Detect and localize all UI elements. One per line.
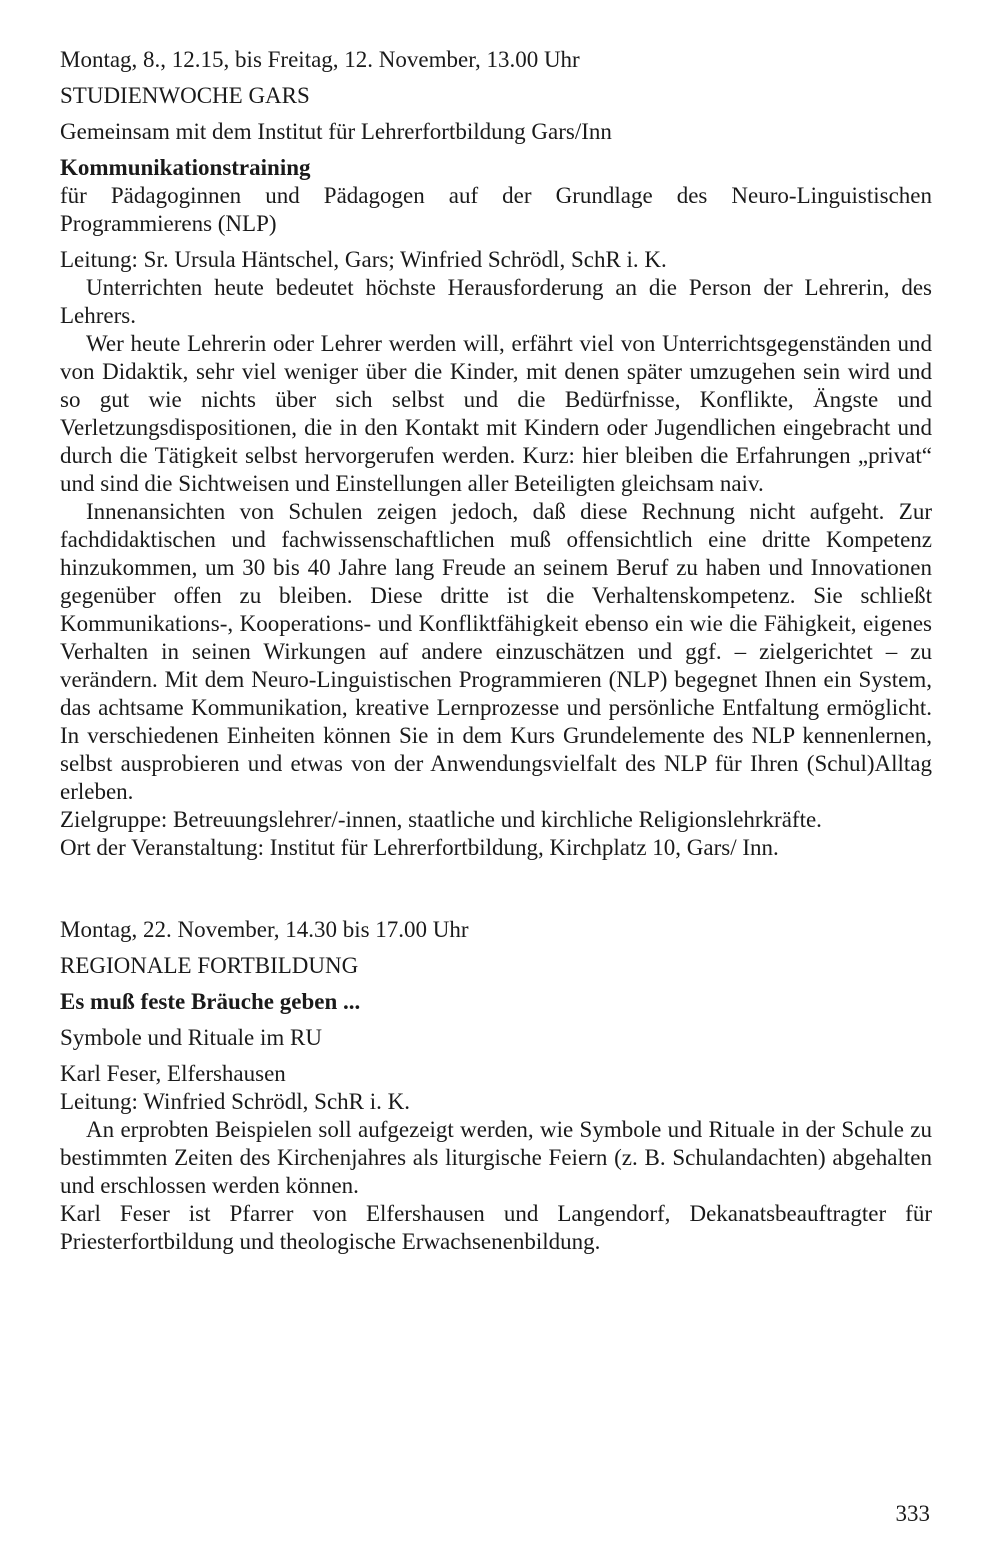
event-partner: Gemeinsam mit dem Institut für Lehrerfortbildung Gars/Inn: [60, 119, 612, 144]
page-number: 333: [895, 1501, 930, 1526]
event-date: Montag, 22. November, 14.30 bis 17.00 Uhr: [60, 917, 469, 942]
event-category: REGIONALE FORTBILDUNG: [60, 953, 359, 978]
event-leitung: Leitung: Winfried Schrödl, SchR i. K.: [60, 1089, 410, 1114]
event-paragraph: Wer heute Lehrerin oder Lehrer werden will, erfährt viel von Unterrichtsgegenständen und von Didaktik, sehr viel weniger über die Kinder, mit denen später umzugehen sein wird und so gut wie nichts über sich selbst und die Bedürfnisse, Konflikte, Ängste und Verletzungsdispositionen, die in den Kontakt mit Kindern oder Jugendlichen eingebracht und durch die Tätigkeit selbst hervorgerufen werden. Kurz: hier bleiben die Erfahrungen „privat“ und sind die Sichtweisen und Einstellungen aller Beteiligten gleichsam naiv.: [60, 331, 932, 496]
event-paragraph: Innenansichten von Schulen zeigen jedoch, daß diese Rechnung nicht aufgeht. Zur fachdidaktischen und fachwissenschaftlichen muß offensichtlich eine dritte Kompetenz hinzukommen, um 30 bis 40 Jahre lang Freude an seinem Beruf zu haben und Innovationen gegenüber offen zu bleiben. Diese dritte ist die Verhaltenskompetenz. Sie schließt Kommunikations-, Kooperations- und Konfliktfähigkeit ebenso ein wie die Fähigkeit, eigenes Verhalten in seinen Wirkungen auf andere einzuschätzen und ggf. – zielgerichtet – zu verändern. Mit dem Neuro-Linguistischen Programmieren (NLP) begegnet Ihnen ein System, das achtsame Kommunikation, kreative Lernprozesse und persönliche Entfaltung ermöglicht. In verschiedenen Einheiten können Sie in dem Kurs Grundelemente des NLP kennenlernen, selbst ausprobieren und etwas von der Anwendungsvielfalt des NLP für Ihren (Schul)Alltag erleben.: [60, 499, 932, 804]
event-date: Montag, 8., 12.15, bis Freitag, 12. November, 13.00 Uhr: [60, 47, 580, 72]
event-category: STUDIENWOCHE GARS: [60, 83, 310, 108]
event-speaker: Karl Feser, Elfershausen: [60, 1061, 286, 1086]
event-subtitle: Symbole und Rituale im RU: [60, 1025, 322, 1050]
event-paragraph: Unterrichten heute bedeutet höchste Herausforderung an die Person der Lehrerin, des Lehrers.: [60, 275, 932, 328]
event-title: Es muß feste Bräuche geben ...: [60, 989, 361, 1014]
event-ort: Ort der Veranstaltung: Institut für Lehrerfortbildung, Kirchplatz 10, Gars/ Inn.: [60, 835, 779, 860]
event-title: Kommunikationstraining: [60, 155, 311, 180]
event-paragraph: Karl Feser ist Pfarrer von Elfershausen und Langendorf, Dekanatsbeauftragter für Priesterfortbildung und theologische Erwachsenenbildung.: [60, 1201, 932, 1254]
event-paragraph: An erprobten Beispielen soll aufgezeigt werden, wie Symbole und Rituale in der Schule zu bestimmten Zeiten des Kirchenjahres als liturgische Feiern (z. B. Schulandachten) abgehalten und erschlossen werden können.: [60, 1117, 932, 1198]
event-leitung: Leitung: Sr. Ursula Häntschel, Gars; Winfried Schrödl, SchR i. K.: [60, 247, 667, 272]
event-studienwoche-gars: [60, 46, 932, 862]
document-page: [60, 46, 932, 1256]
event-subtitle: für Pädagoginnen und Pädagogen auf der Grundlage des Neuro-Linguistischen Programmierens (NLP): [60, 183, 932, 236]
event-zielgruppe: Zielgruppe: Betreuungslehrer/-innen, staatliche und kirchliche Religionslehrkräfte.: [60, 807, 822, 832]
event-regionale-fortbildung: [60, 916, 932, 1256]
